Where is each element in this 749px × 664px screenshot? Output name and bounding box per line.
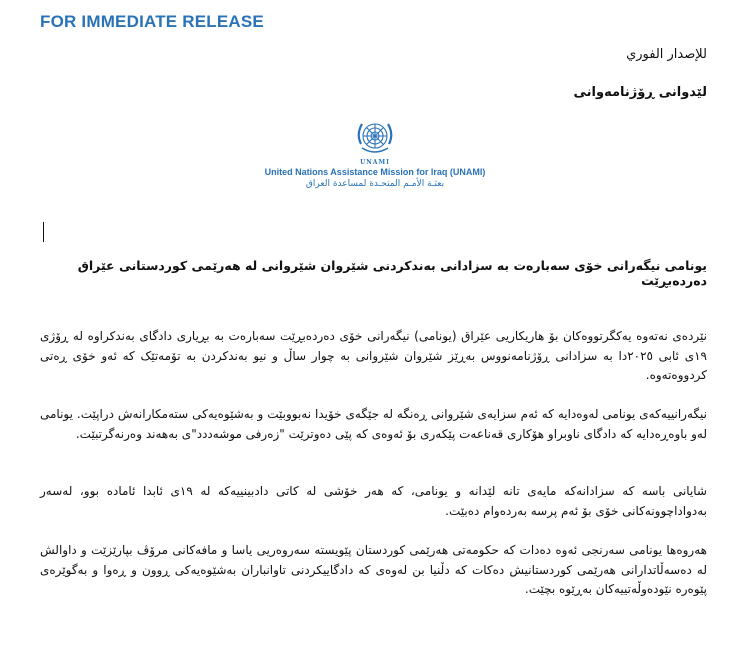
unami-logo — [230, 118, 520, 210]
paragraph-4: هەروەها یونامی سەرنجی ئەوە دەدات کە حکومەتی هەرێمی کوردستان پێویستە سەروەریی یاسا و مافەکانی مرۆڤ بپارێزێت و داوالش لە دەسەڵاتدارانی هەرێمی کوردستانیش دەکات کە دڵنیا بن لەوەی کە دادگاییکردنی تاوانباران بەشێوەیەکی ڕوون و ڕەوا و بەگوێرەی پێوەرە نێودەوڵەتییەکان بەڕێوە بچێت. — [40, 543, 707, 596]
release-title: یونامی نیگەرانی خۆی سەبارەت بە سزادانی بەندکردنی شێروان شێروانی لە هەرێمی کوردستانی عێراق دەردەبڕێت — [77, 258, 707, 288]
release-header: FOR IMMEDIATE RELEASE — [40, 12, 264, 31]
paragraph-3: شایانی باسە کە سزادانەکە مایەی تانە لێدانە و یونامی، کە هەر خۆشی لە کاتی دادبینییەکە لە ١٩ی ئابدا ئامادە بوو، لەسەر بەدواداچوونەکانی خۆی بۆ ئەم پرسە بەردەوام دەبێت. — [40, 484, 707, 518]
paragraph-2: نیگەرانییەکەی یونامی لەوەدایە کە ئەم سزایەی شێروانی ڕەنگە لە جێگەی خۆیدا نەبووبێت و بەشێوەیەکی ستەمکارانەش دراپێت. یونامی لەو باوەڕەدایە کە دادگای ناوبراو هۆکاری قەناعەت پێکەری بۆ ئەوەی کە پێی دەوترێت "زەرفی موشەددد"ی بەهەند وەرنەگرتبێت. — [40, 407, 707, 441]
logo-arabic-name: بعثـة الأمـم المتحـدة لمساعدة العراق — [305, 179, 445, 189]
press-statement-line: لێدوانی ڕۆژنامەوانی — [573, 85, 707, 100]
logo-acronym: UNAMI — [360, 159, 390, 166]
un-emblem-icon — [352, 118, 398, 158]
paragraph-1: نێردەی نەتەوە یەکگرتووەکان بۆ هاریکاریی عێراق (یونامی) نیگەرانی خۆی دەردەبڕێت سەبارەت بە بڕیاری دادگای بەندکراوە لە ڕۆژی ١٩ی ئابی ٢٠٢٥دا بە سزادانی ڕۆژنامەنووس بەڕێز شێروان شێروانی بە چوار ساڵ و نیو بەندکردن بە تۆمەتێک کە ئەو خۆی ڕەتی کردووەتەوە. — [40, 329, 707, 382]
text-cursor — [43, 222, 44, 242]
arabic-release-line: للإصدار الفوري — [626, 47, 707, 62]
logo-english-name: United Nations Assistance Mission for Iraq (UNAMI) — [264, 167, 486, 177]
